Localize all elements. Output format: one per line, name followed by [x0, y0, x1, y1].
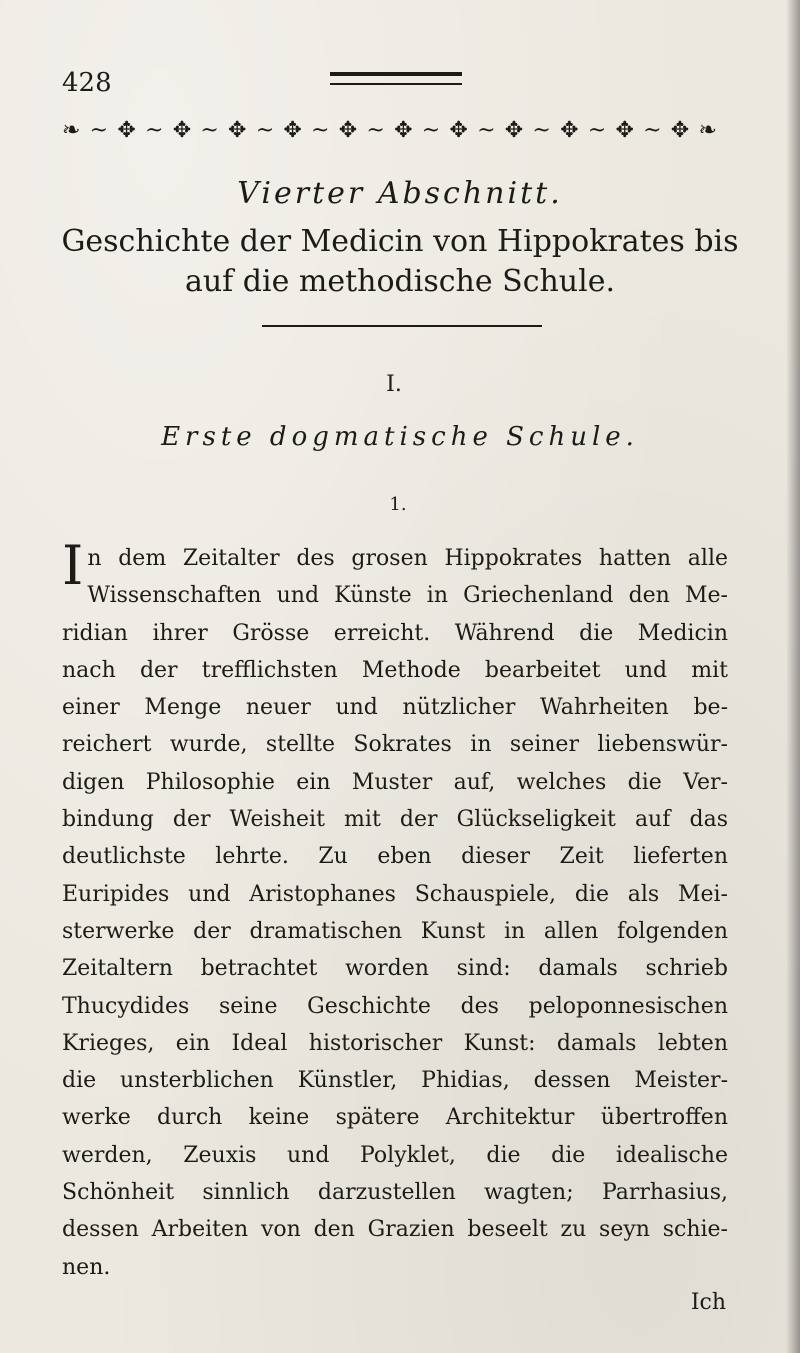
ornament-glyph: ~	[532, 117, 552, 143]
ornament-glyph: ~	[255, 117, 276, 143]
body-text	[62, 534, 728, 1286]
text-line: bindung der Weisheit mit der Glückseligkeit auf das	[62, 807, 728, 833]
ornament-glyph: ✥	[228, 117, 248, 143]
catchword: Ich	[690, 1290, 726, 1315]
ornament-glyph: ~	[311, 117, 331, 143]
text-line: Zeitaltern betrachtet worden sind: damals schrieb	[62, 956, 728, 982]
text-line: ridian ihrer Grösse erreicht. Während die Medicin	[62, 620, 728, 646]
section-heading: Vierter Abschnitt.	[237, 176, 563, 211]
chapter-title-line-1: Geschichte der Medicin von Hippokrates bis	[61, 224, 739, 259]
section-number: I.	[386, 372, 402, 397]
ornament-glyph: ~	[643, 117, 663, 143]
text-line: die unsterblichen Künstler, Phidias, dessen Meister-	[62, 1068, 728, 1094]
ornament-glyph: ~	[477, 117, 497, 143]
text-line: Euripides und Aristophanes Schauspiele, die als Mei-	[62, 881, 728, 907]
text-line: Krieges, ein Ideal historischer Kunst: damals lebten	[62, 1030, 728, 1056]
ornament-glyph: ✥	[283, 117, 303, 143]
ornament-glyph: ~	[89, 117, 110, 143]
ornament-glyph: ✥	[615, 117, 635, 143]
text-line: nach der trefflichsten Methode bearbeitet und mit	[62, 657, 728, 683]
ornament-glyph: ✥	[338, 117, 359, 143]
text-line: Schönheit sinnlich darzustellen wagten; Parrhasius,	[62, 1180, 728, 1206]
text-line: deutlichste lehrte. Zu eben dieser Zeit lieferten	[62, 844, 728, 870]
text-line: nen.	[62, 1254, 111, 1280]
text-line: werden, Zeuxis und Polyklet, die die idealische	[62, 1142, 728, 1168]
title-rule	[262, 325, 542, 327]
ornament-glyph: ✥	[172, 117, 193, 143]
text-line: In dem Zeitalter des grosen Hippokrates hatten alle	[62, 534, 728, 597]
text-line: sterwerke der dramatischen Kunst in allen folgenden	[62, 918, 728, 944]
chapter-title	[60, 222, 740, 302]
ornament-glyph: ✥	[449, 117, 469, 143]
chapter-title-line-2: auf die methodische Schule.	[184, 264, 616, 299]
text-line: digen Philosophie ein Muster auf, welches die Ver-	[62, 769, 728, 795]
running-head-rule	[330, 72, 462, 85]
ornament-glyph: ❧	[698, 117, 718, 143]
ornament-glyph: ~	[366, 117, 386, 143]
text-line: werke durch keine spätere Architektur übertroffen	[62, 1105, 728, 1131]
ornament-glyph: ✥	[394, 117, 414, 143]
ornament-glyph: ✥	[670, 117, 691, 143]
ornament-glyph: ~	[421, 117, 442, 143]
ornament-glyph: ❧	[62, 117, 82, 143]
text-line: Thucydides seine Geschichte des peloponnesischen	[62, 993, 728, 1019]
ornament-glyph: ✥	[117, 117, 137, 143]
text-line: reichert wurde, stellte Sokrates in seiner liebenswür-	[62, 732, 728, 758]
ornament-glyph: ✥	[560, 117, 580, 143]
paragraph-number: 1.	[389, 494, 407, 515]
subheading: Erste dogmatische Schule.	[161, 422, 639, 452]
ornament-glyph: ~	[587, 117, 608, 143]
text-line: dessen Arbeiten von den Grazien beseelt zu seyn schie-	[62, 1217, 728, 1243]
ornament-glyph: ~	[200, 117, 220, 143]
page-number: 428	[62, 68, 112, 98]
text-line: Wissenschaften und Künste in Griechenland den Me-	[87, 583, 728, 609]
ornamental-border	[62, 116, 718, 144]
ornament-glyph: ✥	[504, 117, 525, 143]
text-line: einer Menge neuer und nützlicher Wahrheiten be-	[62, 695, 728, 721]
ornament-glyph: ~	[145, 117, 165, 143]
